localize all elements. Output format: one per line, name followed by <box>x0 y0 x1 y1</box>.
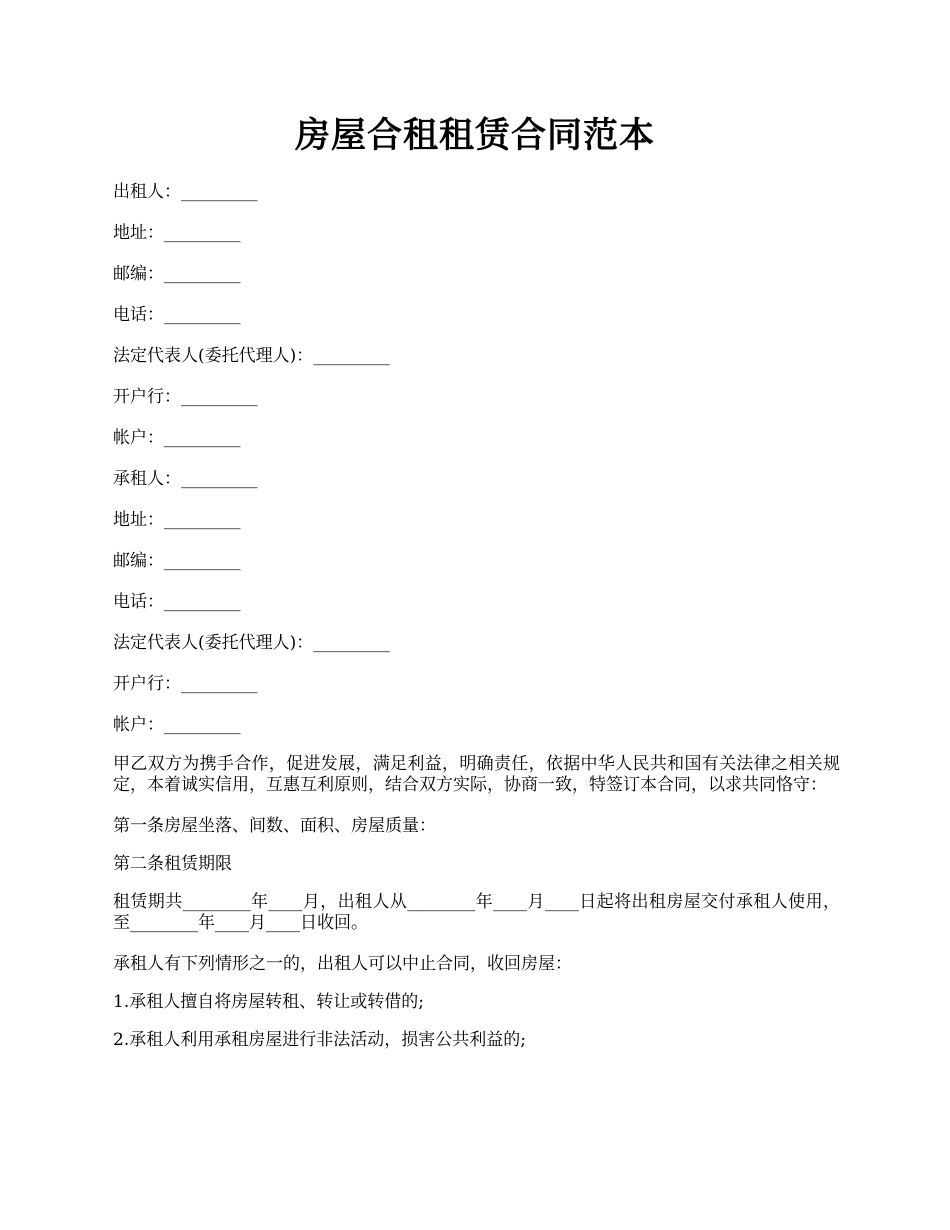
termination-item-2: 2.承租人利用承租房屋进行非法活动，损害公共利益的; <box>113 1030 526 1050</box>
lessor-postcode-field: 邮编：_________ <box>113 264 241 284</box>
intro-paragraph: 甲乙双方为携手合作，促进发展，满足利益，明确责任，依据中华人民共和国有关法律之相关规定，本着诚实信用，互惠互利原则，结合双方实际，协商一致，特签订本合同，以求共同恪守： <box>113 754 840 795</box>
lessor-representative-field: 法定代表人(委托代理人)：_________ <box>113 346 390 366</box>
lessee-bank-field: 开户行：_________ <box>113 674 258 694</box>
lessee-postcode-field: 邮编：_________ <box>113 551 241 571</box>
article-2-heading: 第二条租赁期限 <box>113 854 232 874</box>
lease-term-paragraph: 租赁期共________年____月，出租人从________年____月____日起将出租房屋交付承租人使用，至________年____月____日收回。 <box>113 892 840 933</box>
termination-intro: 承租人有下列情形之一的，出租人可以中止合同，收回房屋： <box>113 954 572 974</box>
lessee-account-field: 帐户：_________ <box>113 715 241 735</box>
lessor-address-field: 地址：_________ <box>113 223 241 243</box>
lessor-account-field: 帐户：_________ <box>113 428 241 448</box>
lessee-phone-field: 电话：_________ <box>113 592 241 612</box>
lessee-address-field: 地址：_________ <box>113 510 241 530</box>
lessee-representative-field: 法定代表人(委托代理人)：_________ <box>113 633 390 653</box>
document-body <box>113 180 840 1071</box>
lessor-bank-field: 开户行：_________ <box>113 387 258 407</box>
lessee-name-field: 承租人：_________ <box>113 469 258 489</box>
article-1-heading: 第一条房屋坐落、间数、面积、房屋质量： <box>113 816 436 836</box>
document-title: 房屋合租租赁合同范本 <box>294 115 655 156</box>
termination-item-1: 1.承租人擅自将房屋转租、转让或转借的; <box>113 992 424 1012</box>
lessor-name-field: 出租人：_________ <box>113 182 258 202</box>
lessor-phone-field: 电话：_________ <box>113 305 241 325</box>
